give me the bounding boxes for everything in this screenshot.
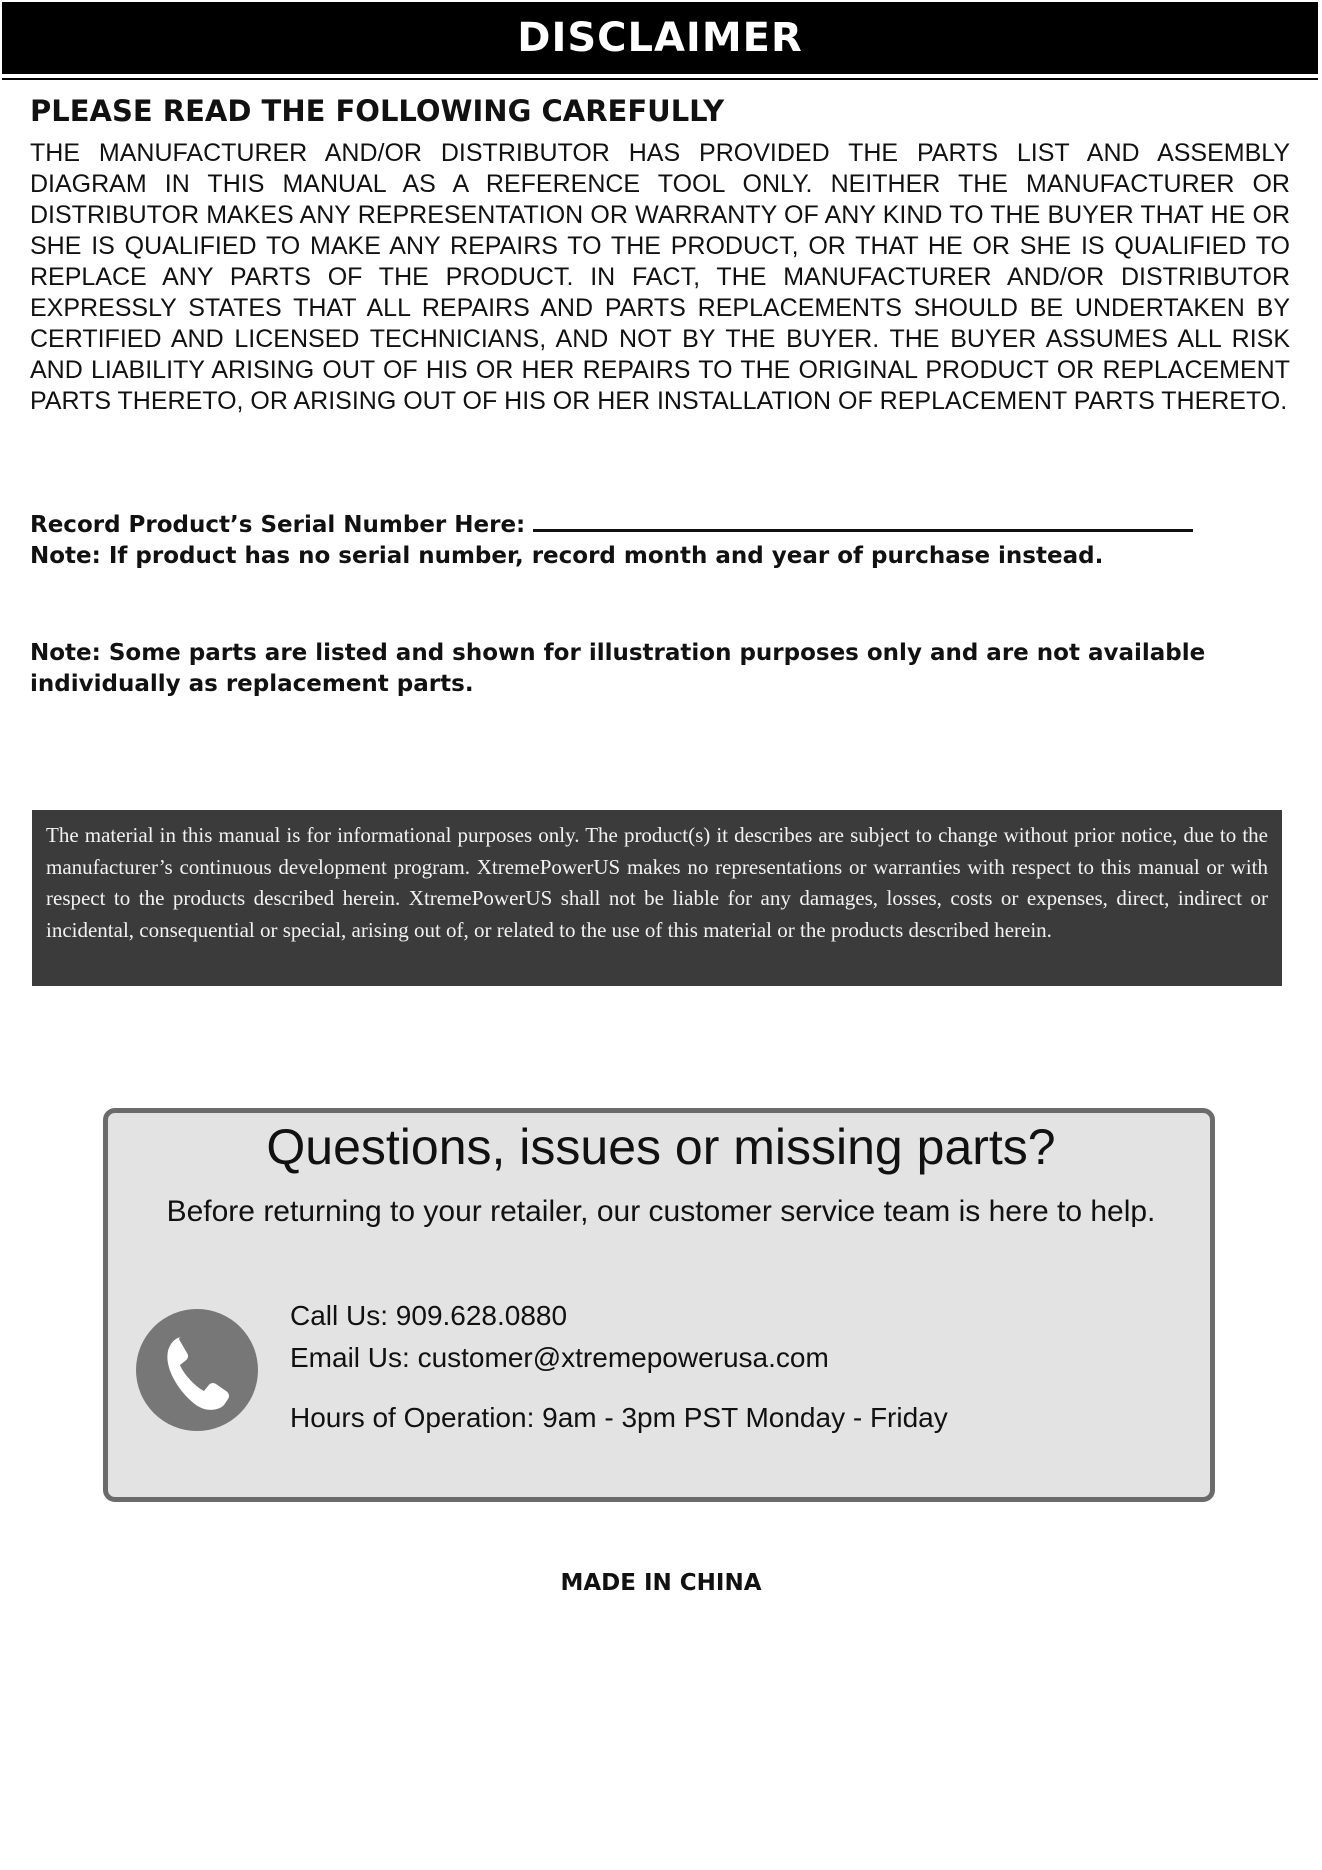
header-divider bbox=[2, 78, 1318, 80]
serial-label: Record Product’s Serial Number Here: bbox=[30, 512, 526, 538]
serial-section bbox=[30, 510, 1300, 572]
made-in-label: MADE IN CHINA bbox=[560, 1570, 762, 1596]
disclaimer-heading: PLEASE READ THE FOLLOWING CAREFULLY bbox=[30, 94, 725, 128]
disclaimer-body: THE MANUFACTURER AND/OR DISTRIBUTOR HAS PROVIDED THE PARTS LIST AND ASSEMBLY DIAGRAM IN THIS MANUAL AS A REFERENCE TOOL ONLY. NEITHER THE MANUFACTURER OR DISTRIBUTOR MAKES ANY REPRESENTATION OR WARRANTY OF ANY KIND TO THE BUYER THAT HE OR SHE IS QUALIFIED TO MAKE ANY REPAIRS TO THE PRODUCT, OR THAT HE OR SHE IS QUALIFIED TO REPLACE ANY PARTS OF THE PRODUCT. IN FACT, THE MANUFACTURER AND/OR DISTRIBUTOR EXPRESSLY STATES THAT ALL REPAIRS AND PARTS REPLACEMENTS SHOULD BE UNDERTAKEN BY CERTIFIED AND LICENSED TECHNICIANS, AND NOT BY THE BUYER. THE BUYER ASSUMES ALL RISK AND LIABILITY ARISING OUT OF HIS OR HER REPAIRS TO THE ORIGINAL PRODUCT OR REPLACEMENT PARTS THERETO, OR ARISING OUT OF HIS OR HER INSTALLATION OF REPLACEMENT PARTS THERETO. bbox=[30, 139, 1290, 415]
serial-write-line bbox=[533, 511, 1193, 532]
hours-text: Hours of Operation: 9am - 3pm PST Monday - Friday bbox=[290, 1402, 948, 1433]
parts-note: Note: Some parts are listed and shown for illustration purposes only and are not available individually as replacement parts. bbox=[30, 640, 1206, 697]
call-us-text: Call Us: 909.628.0880 bbox=[290, 1300, 568, 1331]
header-bar bbox=[2, 2, 1318, 74]
help-subtitle: Before returning to your retailer, our customer service team is here to help. bbox=[166, 1195, 1156, 1228]
help-title: Questions, issues or missing parts? bbox=[266, 1119, 1056, 1175]
serial-note: Note: If product has no serial number, record month and year of purchase instead. bbox=[30, 543, 1104, 569]
email-us-text: Email Us: customer@xtremepowerusa.com bbox=[290, 1342, 829, 1373]
page-title: DISCLAIMER bbox=[517, 15, 803, 61]
legal-notice-text: The material in this manual is for informational purposes only. The product(s) it describes are subject to change without prior notice, due to the manufacturer’s continuous development program. XtremePowerUS makes no representations or warranties with respect to this manual or with respect to the products described herein. XtremePowerUS shall not be liable for any damages, losses, costs or expenses, direct, indirect or incidental, consequential or special, arising out of, or related to the use of this material or the products described herein. bbox=[46, 823, 1268, 942]
legal-notice-box bbox=[32, 810, 1282, 986]
phone-icon bbox=[136, 1309, 258, 1431]
